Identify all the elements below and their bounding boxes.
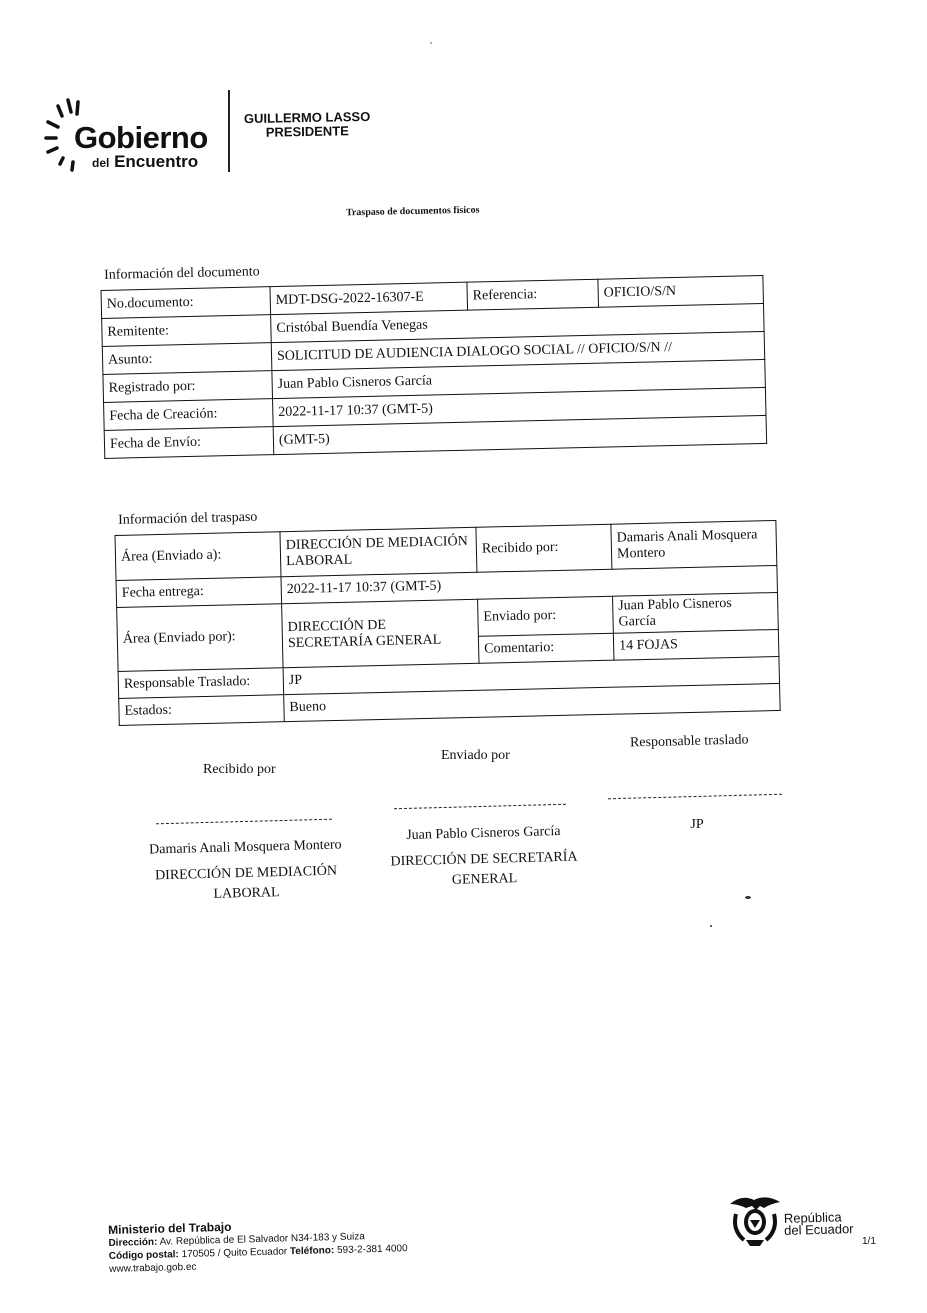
ecuador-coat-of-arms-icon bbox=[726, 1190, 784, 1253]
responsable-value: JP bbox=[283, 656, 779, 694]
sig-responsable-name: JP bbox=[690, 817, 704, 832]
document-info-table bbox=[100, 275, 767, 459]
page-number: 1/1 bbox=[862, 1236, 876, 1247]
remitente-value: Cristóbal Buendía Venegas bbox=[271, 303, 765, 342]
area-enviado-a-value: DIRECCIÓN DE MEDIACIÓN LABORAL bbox=[280, 527, 477, 576]
sig-recibido-heading: Recibido por bbox=[203, 762, 276, 777]
fecha-envio-label: Fecha de Envío: bbox=[104, 427, 274, 459]
sig-enviado-block bbox=[373, 821, 595, 893]
sig-enviado-dept1: DIRECCIÓN DE SECRETARÍA bbox=[390, 849, 578, 870]
footer-direccion: Dirección: Av. República de El Salvador N34-183 y Suiza bbox=[108, 1231, 366, 1249]
transfer-info-section bbox=[114, 498, 781, 726]
sig-enviado-dept2: GENERAL bbox=[451, 871, 518, 888]
asunto-label: Asunto: bbox=[102, 343, 272, 375]
registrado-label: Registrado por: bbox=[103, 371, 273, 403]
footer-codigo: Código postal: 170505 / Quito Ecuador Teléfono: 593-2-381 4000 bbox=[108, 1243, 408, 1262]
sig-recibido-line bbox=[156, 819, 332, 825]
president-name: GUILLERMO LASSO bbox=[243, 108, 371, 127]
sig-enviado-line bbox=[394, 804, 566, 810]
referencia-value: OFICIO/S/N bbox=[598, 275, 764, 307]
scan-speck bbox=[430, 42, 432, 44]
no-documento-value: MDT-DSG-2022-16307-E bbox=[270, 282, 468, 314]
area-enviado-por-label: Área (Enviado por): bbox=[117, 604, 283, 672]
sig-responsable-line bbox=[608, 794, 782, 800]
republica-ecuador-text: República del Ecuador bbox=[783, 1209, 854, 1238]
sig-recibido-block bbox=[129, 835, 363, 907]
recibido-por-label: Recibido por: bbox=[476, 524, 612, 572]
fecha-entrega-value: 2022-11-17 10:37 (GMT-5) bbox=[281, 565, 777, 603]
fecha-envio-value: (GMT-5) bbox=[273, 415, 767, 454]
estados-value: Bueno bbox=[284, 683, 780, 721]
footer-ministry: Ministerio del Trabajo bbox=[107, 1219, 232, 1237]
enviado-por-label: Enviado por: bbox=[478, 596, 614, 636]
comentario-value: 14 FOJAS bbox=[613, 629, 779, 660]
area-enviado-a-label: Área (Enviado a): bbox=[115, 532, 281, 581]
footer-web: www.trabajo.gob.ec bbox=[109, 1261, 197, 1275]
estados-label: Estados: bbox=[119, 695, 285, 726]
footer-address bbox=[108, 1216, 408, 1276]
sig-recibido-dept2: LABORAL bbox=[213, 885, 280, 902]
gobierno-logo bbox=[44, 96, 234, 186]
transfer-info-table bbox=[114, 520, 780, 726]
registrado-value: Juan Pablo Cisneros García bbox=[272, 359, 766, 398]
sig-responsable-heading: Responsable traslado bbox=[629, 732, 749, 751]
scan-speck bbox=[710, 925, 712, 927]
fecha-entrega-label: Fecha entrega: bbox=[116, 577, 282, 608]
document-info-section bbox=[100, 253, 767, 459]
fecha-creacion-value: 2022-11-17 10:37 (GMT-5) bbox=[273, 387, 767, 426]
sig-recibido-name: Damaris Anali Mosquera Montero bbox=[148, 837, 342, 858]
area-enviado-por-value: DIRECCIÓN DE SECRETARÍA GENERAL bbox=[282, 599, 479, 667]
document-title: Traspaso de documentos físicos bbox=[345, 204, 480, 219]
enviado-por-value: Juan Pablo Cisneros García bbox=[613, 592, 779, 633]
logo-text-gobierno: Gobierno bbox=[74, 120, 208, 155]
no-documento-label: No.documento: bbox=[101, 287, 271, 319]
president-block bbox=[244, 110, 371, 140]
comentario-label: Comentario: bbox=[478, 633, 614, 663]
logo-text-encuentro: del Encuentro bbox=[92, 152, 199, 171]
referencia-label: Referencia: bbox=[467, 279, 599, 310]
remitente-label: Remitente: bbox=[102, 315, 272, 347]
sig-enviado-heading: Enviado por bbox=[441, 748, 510, 763]
header-divider bbox=[228, 90, 230, 172]
sig-enviado-name: Juan Pablo Cisneros García bbox=[406, 823, 561, 844]
asunto-value: SOLICITUD DE AUDIENCIA DIALOGO SOCIAL // OFICIO/S/N // bbox=[271, 331, 765, 370]
document-info-label: Información del documento bbox=[103, 264, 260, 283]
scan-speck bbox=[745, 896, 751, 899]
fecha-creacion-label: Fecha de Creación: bbox=[104, 399, 274, 431]
recibido-por-value: Damaris Anali Mosquera Montero bbox=[611, 520, 777, 569]
sig-recibido-dept1: DIRECCIÓN DE MEDIACIÓN bbox=[154, 863, 338, 884]
responsable-label: Responsable Traslado: bbox=[118, 668, 284, 699]
transfer-info-label: Información del traspaso bbox=[117, 509, 258, 528]
president-title: PRESIDENTE bbox=[265, 123, 349, 140]
